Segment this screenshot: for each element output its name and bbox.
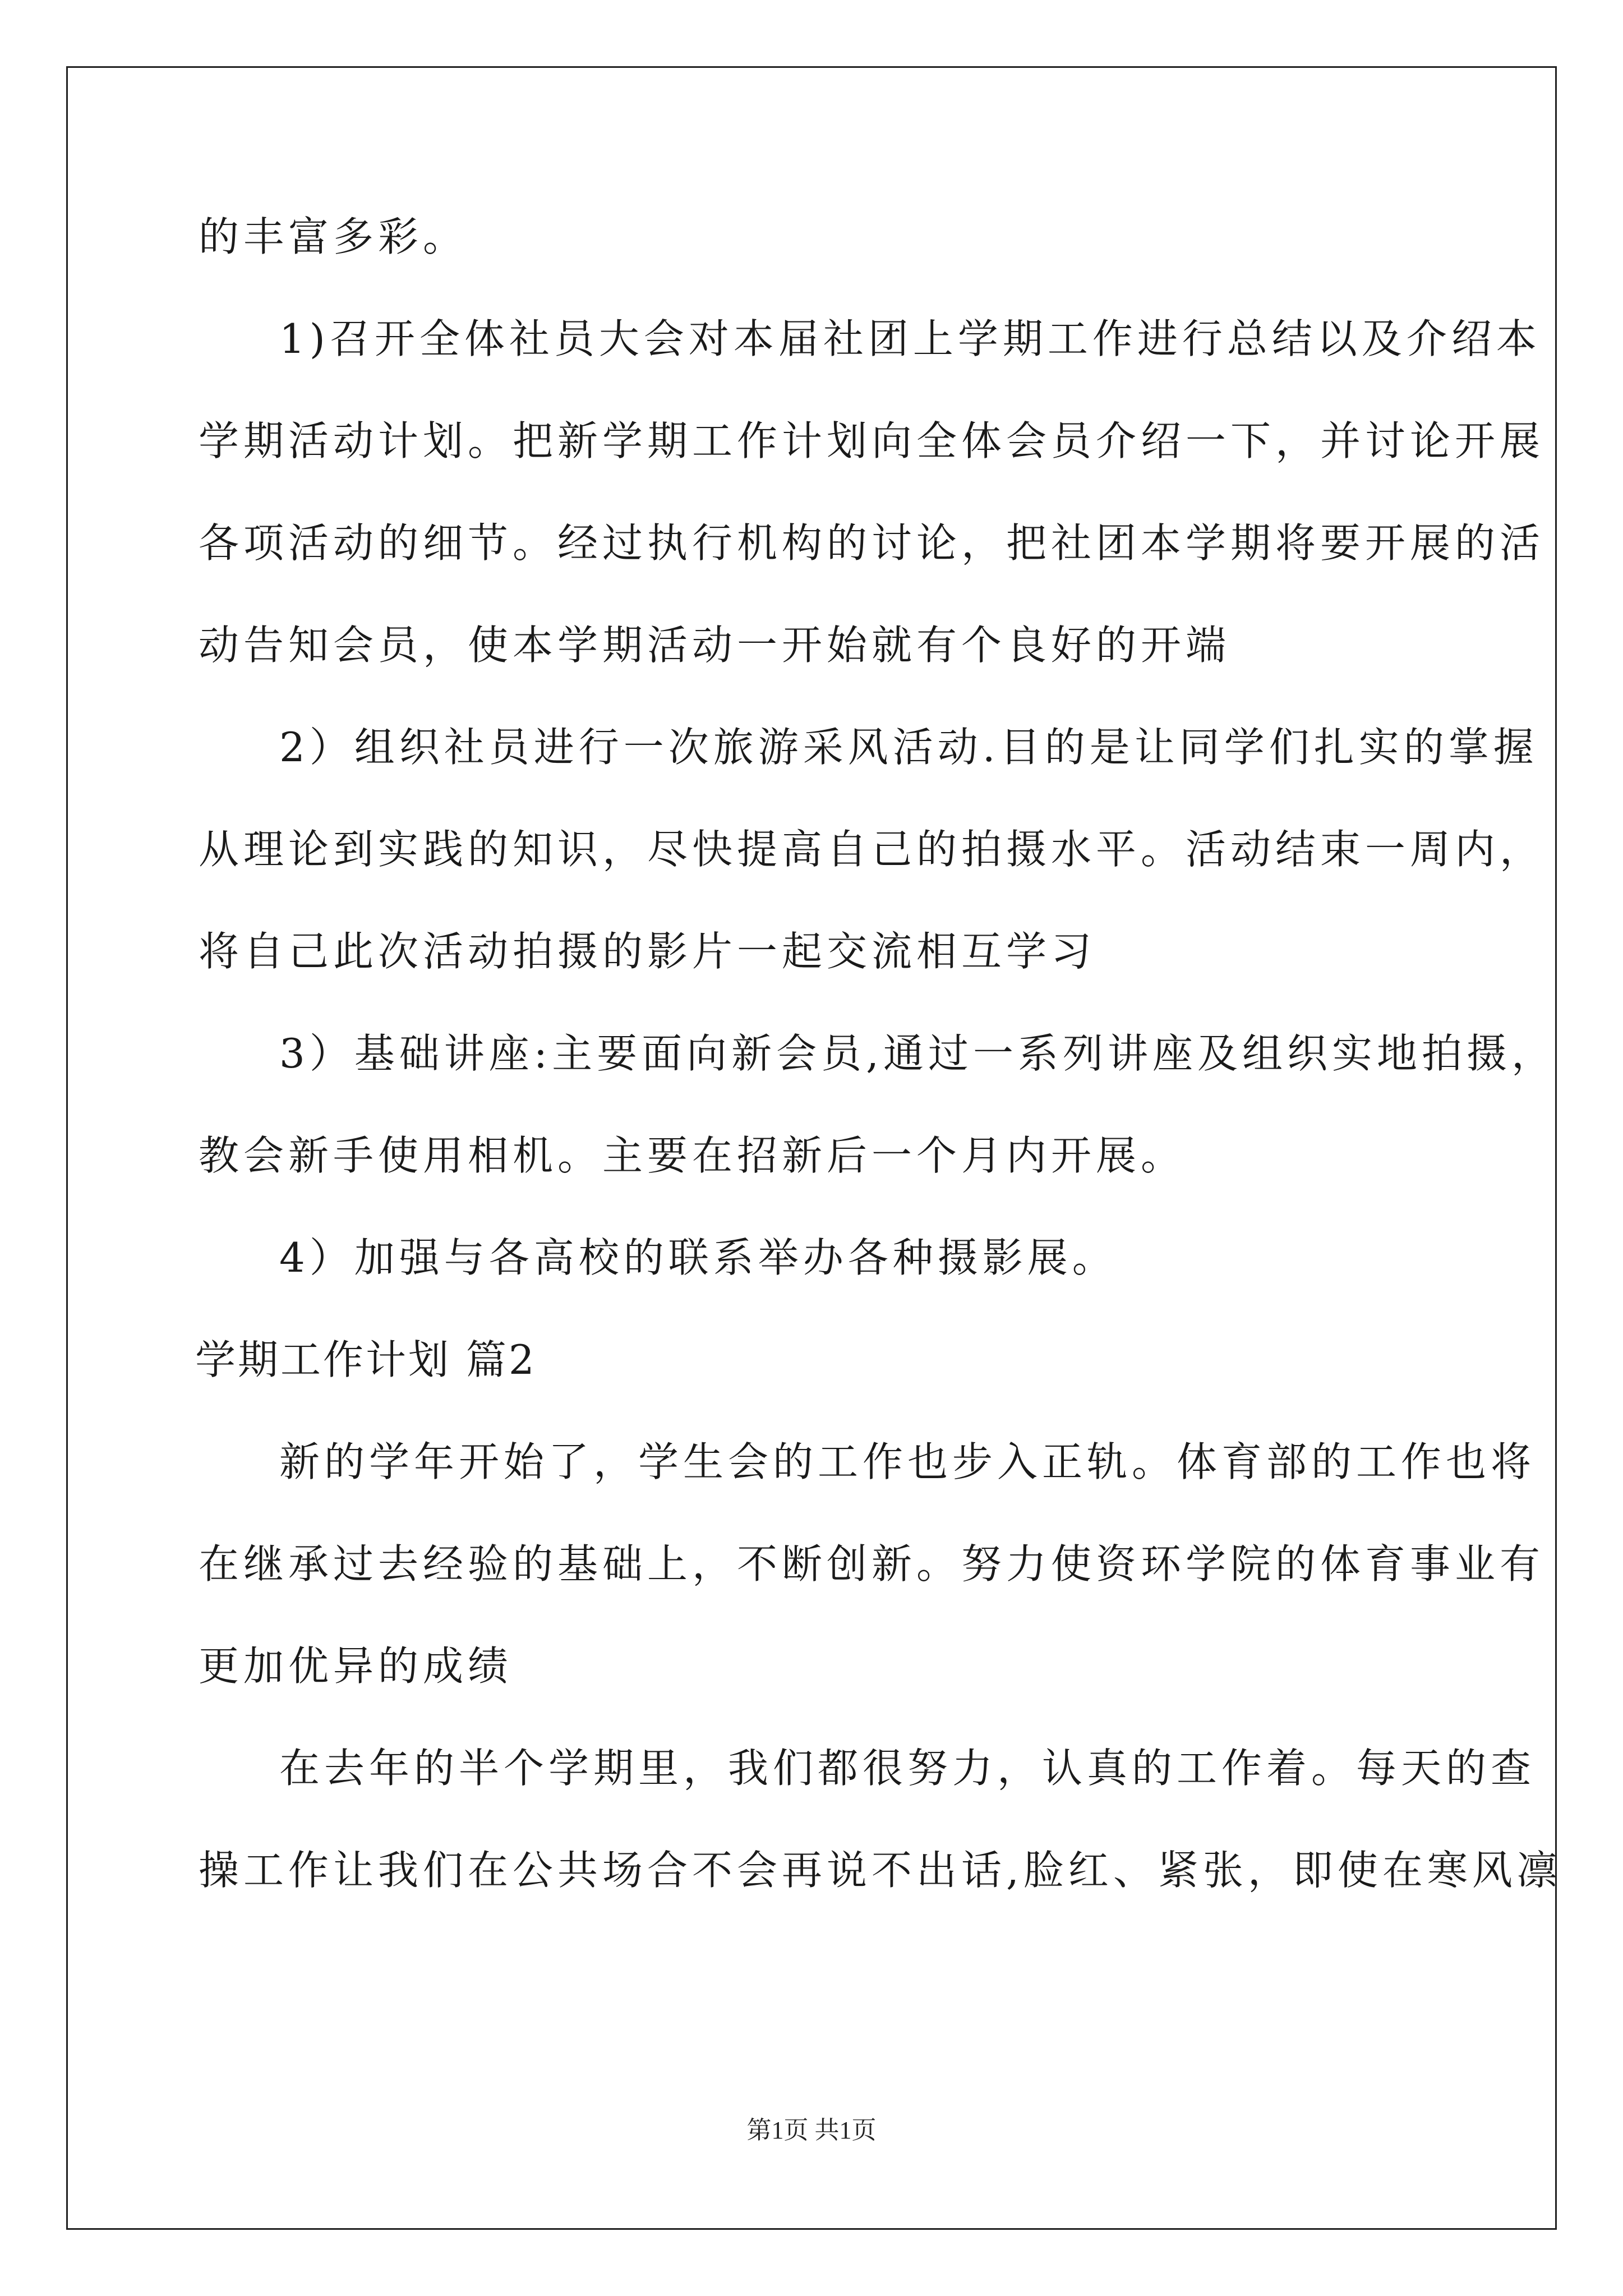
text-line: 更加优异的成绩 — [199, 1642, 513, 1690]
text-line: 教会新手使用相机。主要在招新后一个月内开展。 — [199, 1132, 1186, 1179]
text-line: 新的学年开始了，学生会的工作也步入正轨。体育部的工作也将 — [279, 1438, 1536, 1485]
text-line: 从理论到实践的知识，尽快提高自己的拍摄水平。活动结束一周内， — [199, 826, 1545, 873]
text-line: 1)召开全体社员大会对本届社团上学期工作进行总结以及介绍本 — [279, 315, 1541, 362]
text-line: 4）加强与各高校的联系举办各种摄影展。 — [279, 1234, 1117, 1281]
text-line: 3）基础讲座:主要面向新会员,通过一系列讲座及组织实地拍摄， — [279, 1030, 1556, 1077]
text-line: 在去年的半个学期里，我们都很努力，认真的工作着。每天的查 — [279, 1745, 1536, 1792]
section-heading: 学期工作计划 篇2 — [195, 1336, 537, 1383]
text-line: 各项活动的细节。经过执行机构的讨论，把社团本学期将要开展的活 — [199, 519, 1545, 567]
text-line: 将自己此次活动拍摄的影片一起交流相互学习 — [199, 928, 1096, 975]
text-line: 动告知会员，使本学期活动一开始就有个良好的开端 — [199, 622, 1231, 669]
text-line: 的丰富多彩。 — [199, 213, 468, 260]
text-line: 操工作让我们在公共场合不会再说不出话,脸红、紧张，即使在寒风凛 — [199, 1847, 1562, 1894]
text-line: 2）组织社员进行一次旅游采风活动.目的是让同学们扎实的掌握 — [279, 724, 1538, 771]
text-line: 学期活动计划。把新学期工作计划向全体会员介绍一下，并讨论开展 — [199, 417, 1545, 464]
page-number-footer: 第1页 共1页 — [746, 2116, 877, 2144]
text-line: 在继承过去经验的基础上，不断创新。努力使资环学院的体育事业有 — [199, 1540, 1545, 1588]
